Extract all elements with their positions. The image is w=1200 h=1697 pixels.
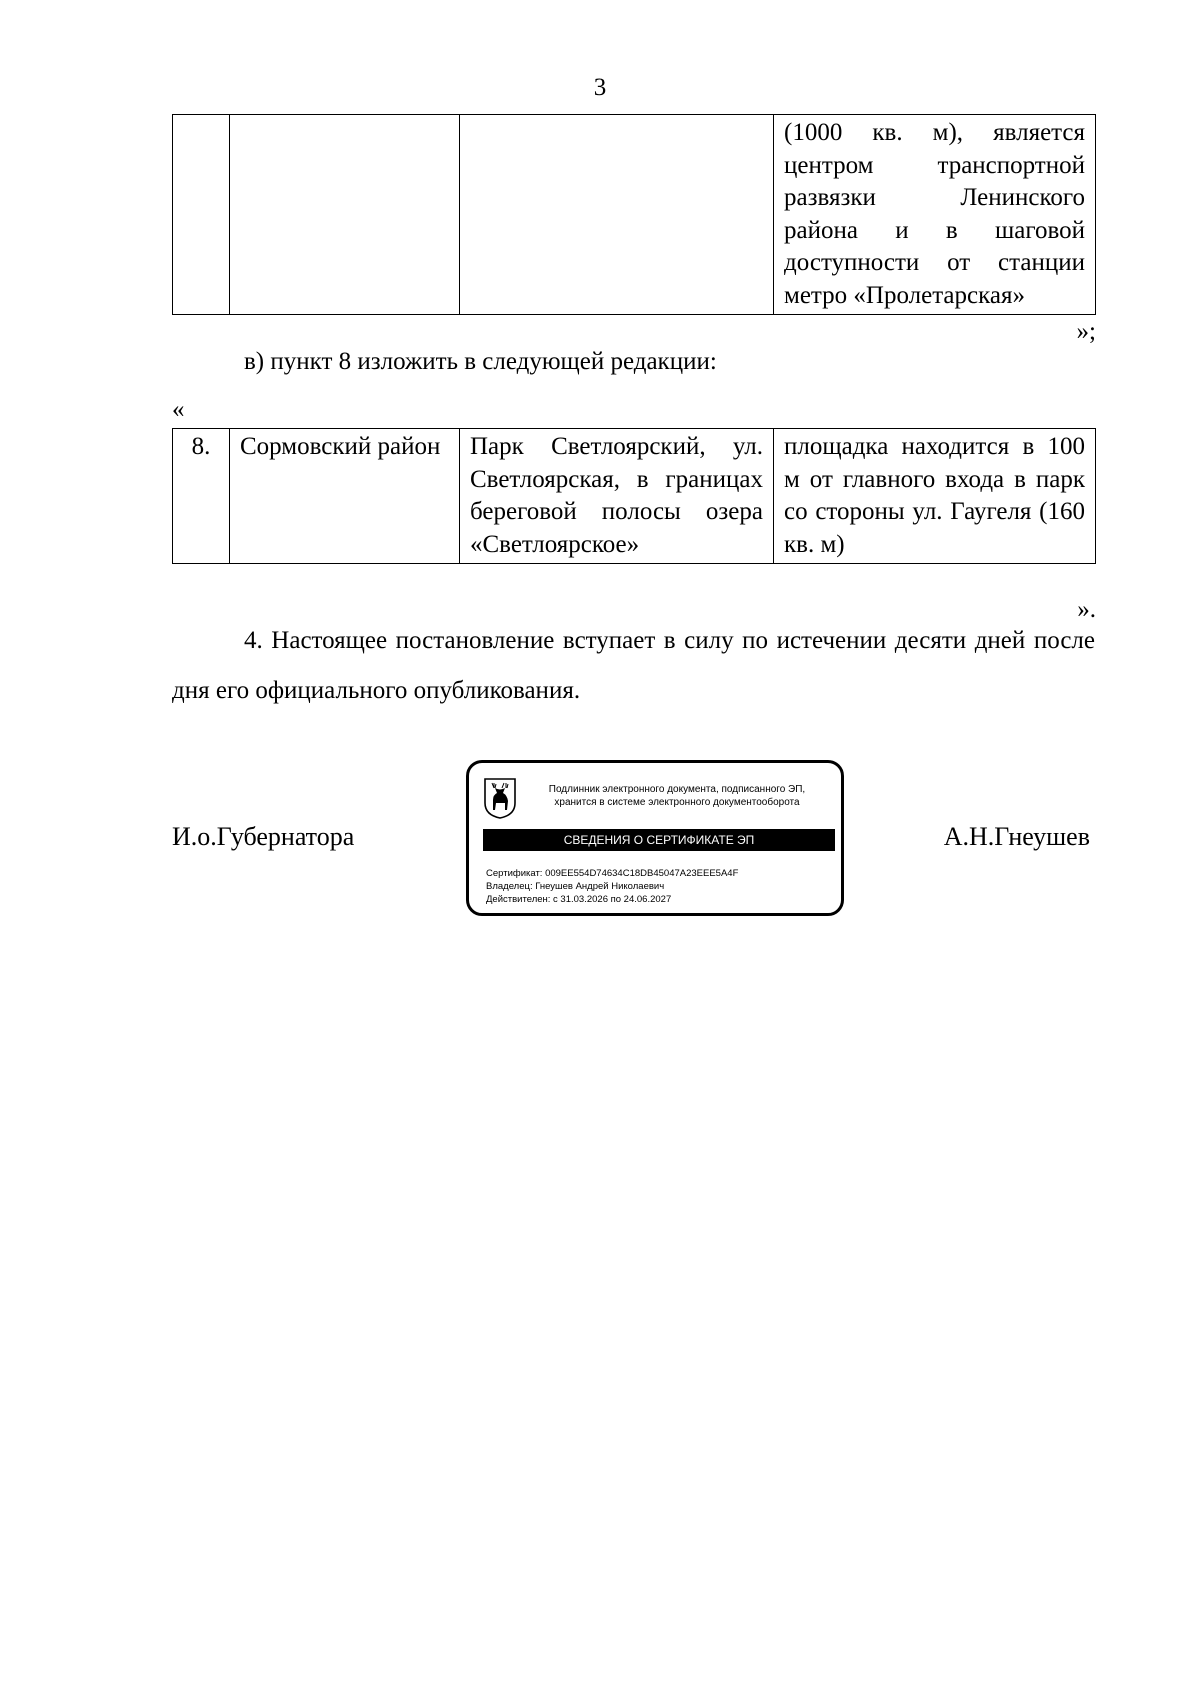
certificate-info: [486, 867, 738, 906]
cell-location: Парк Светлоярский, ул. Светлоярская, в границах береговой полосы озера «Светлоярское»: [460, 429, 774, 564]
cell-district: [230, 115, 460, 315]
table-continuation: [172, 114, 1096, 315]
signatory-position: И.о.Губернатора: [172, 822, 355, 851]
clause-4-text: 4. Настоящее постановление вступает в силу по истечении десяти дней после дня его официального опубликования.: [172, 627, 1095, 704]
certificate-validity: Действителен: с 31.03.2026 по 24.06.2027: [486, 894, 672, 905]
cell-district: Сормовский район: [230, 429, 460, 564]
cell-description: площадка находится в 100 м от главного входа в парк со стороны ул. Гаугеля (160 кв. м): [774, 429, 1096, 564]
certificate-number: Сертификат: 009EE554D74634C18DB45047A23EEE5A4F: [486, 868, 739, 879]
cell-description: [774, 115, 1096, 315]
table-item-8: [172, 428, 1096, 564]
description-line: доступности от станции: [784, 249, 1085, 276]
signatory-name: А.Н.Гнеушев: [943, 822, 1090, 851]
stamp-header-line: хранится в системе электронного документооборота: [554, 797, 800, 808]
closing-quote: »;: [1076, 318, 1096, 345]
opening-quote: «: [172, 396, 185, 423]
deer-emblem-icon: [483, 777, 517, 819]
description-line: (1000 кв. м), является: [784, 119, 1085, 146]
cell-number: [173, 115, 230, 315]
description-line: развязки Ленинского: [784, 184, 1085, 211]
clause-4: [172, 616, 1095, 716]
stamp-header-line: Подлинник электронного документа, подписанного ЭП,: [548, 784, 806, 795]
certificate-title-bar: СВЕДЕНИЯ О СЕРТИФИКАТЕ ЭП: [483, 829, 835, 851]
stamp-header: [527, 783, 827, 809]
description-line: центром транспортной: [784, 151, 1085, 179]
clause-v: [172, 337, 1095, 387]
table-row: [173, 115, 1096, 315]
cell-location: [460, 115, 774, 315]
electronic-signature-stamp: [466, 760, 844, 916]
cell-number: 8.: [173, 429, 230, 564]
certificate-owner: Владелец: Гнеушев Андрей Николаевич: [486, 881, 665, 892]
clause-v-text: в) пункт 8 изложить в следующей редакции:: [244, 348, 717, 375]
description-line: метро «Пролетарская»: [784, 281, 1025, 309]
closing-quote: ».: [1077, 596, 1096, 623]
page-number: 3: [593, 74, 607, 101]
description-line: района и в шаговой: [784, 216, 1085, 244]
table-row: [173, 429, 1096, 564]
